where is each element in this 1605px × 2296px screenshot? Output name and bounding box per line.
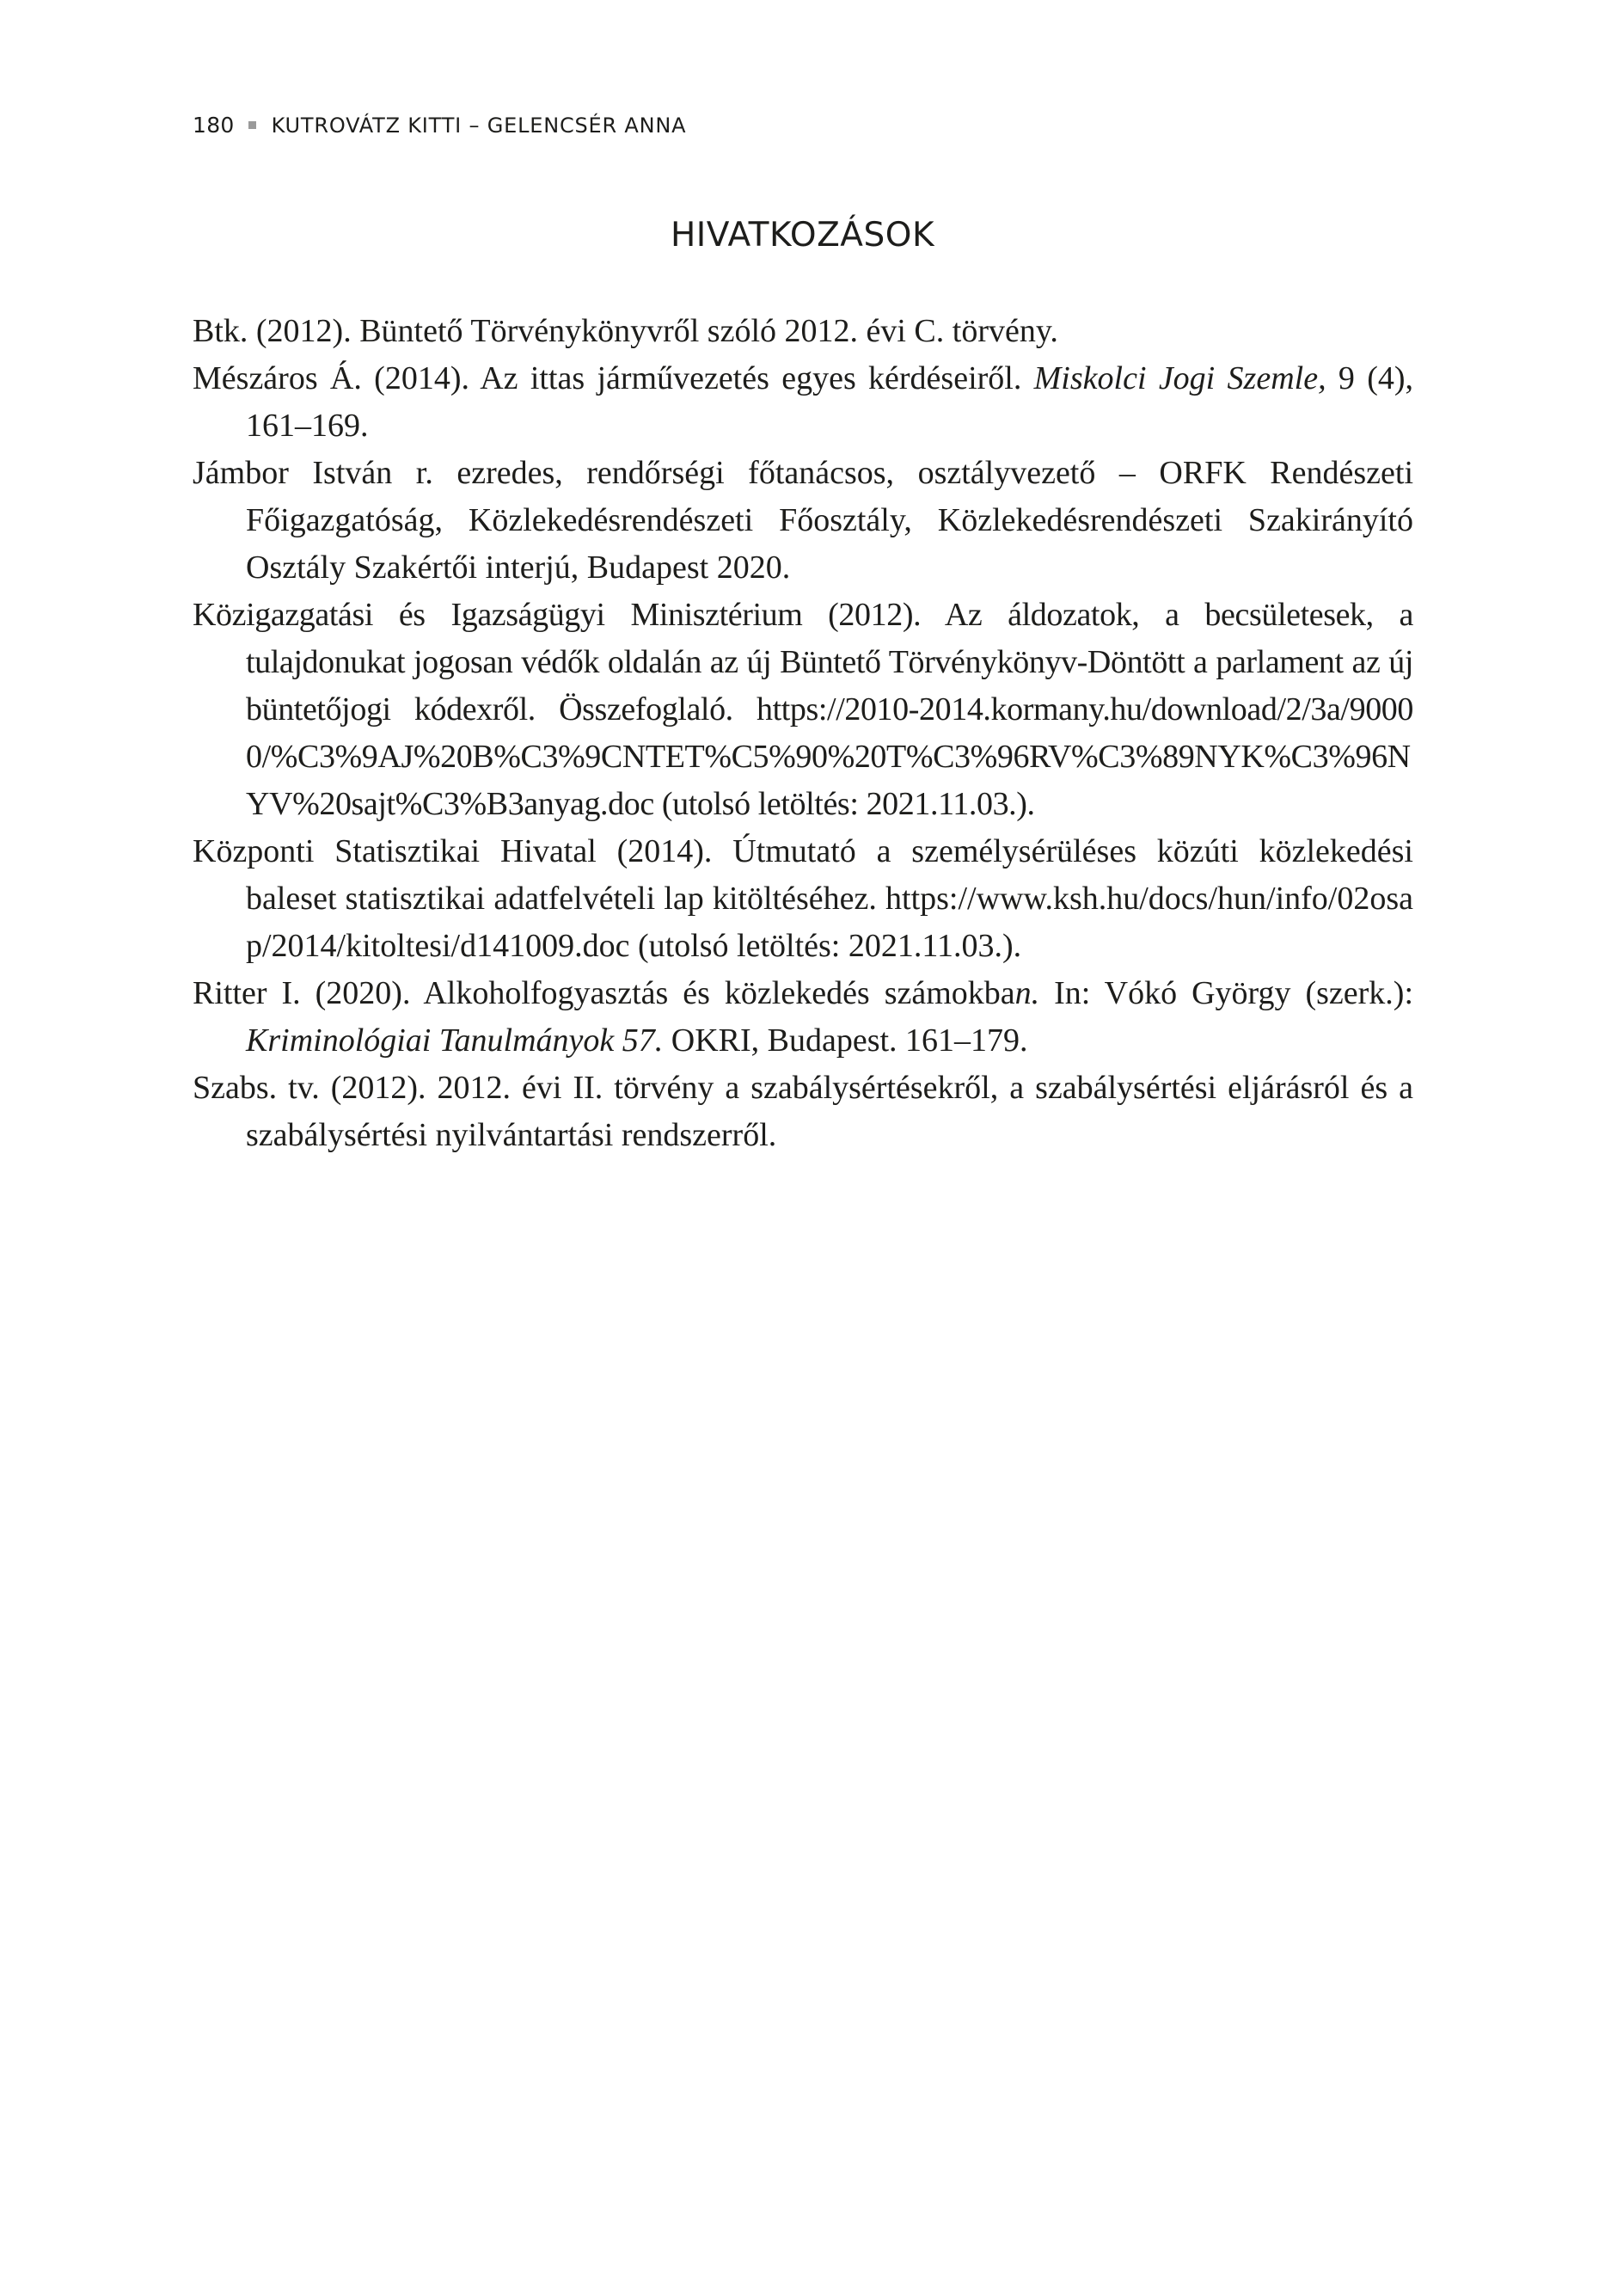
reference-text: (utolsó letöltés: 2021.11.03.). <box>629 928 1022 964</box>
reference-text: Szabs. tv. (2012). 2012. évi II. törvény a szabálysértésekről, a szabálysértési eljárásról és a szabálysértési nyilvántartási rendszerről. <box>193 1070 1413 1153</box>
running-header <box>193 110 686 141</box>
reference-item-ksh <box>193 828 1413 970</box>
header-separator-square <box>248 121 256 129</box>
page-number: 180 <box>193 113 235 138</box>
reference-text: (utolsó letöltés: 2021.11.03.). <box>653 786 1035 822</box>
reference-item-btk <box>193 308 1413 355</box>
reference-text: Ritter I. (2020). Alkoholfogyasztás és közlekedés számokba <box>193 975 1015 1011</box>
reference-text: Jámbor István r. ezredes, rendőrségi főtanácsos, osztályvezető – ORFK Rendészeti Főigazgatóság, Közlekedésrendészeti Főosztály, Közlekedésrendészeti Szakirányító Osztály Szakértői interjú, Budapest 2020. <box>193 455 1413 586</box>
reference-text: OKRI, Budapest. 161–179. <box>663 1022 1028 1059</box>
reference-text: 9 (4), 161–169. <box>246 360 1414 444</box>
reference-text: Btk. (2012). Büntető Törvénykönyvről szóló 2012. évi C. törvény. <box>193 313 1058 349</box>
section-title: HIVATKOZÁSOK <box>670 216 935 255</box>
reference-item-ritter <box>193 970 1413 1065</box>
reference-url-link[interactable]: https://2010-2014.kormany.hu/download/2/3a/90000/%C3%9AJ%20B%C3%9CNTET%C5%90%20T%C3%96RV%C3%89NYK%C3%96NYV%20sajt%C3%B3anyag.doc <box>246 691 1413 822</box>
reference-text: Közigazgatási és Igazságügyi Minisztérium (2012). Az áldozatok, a becsületesek, a tulajdonukat jogosan védők oldalán az új Büntető Törvénykönyv-Döntött a parlament az új büntetőjogi kódexről. Összefoglaló. <box>193 597 1413 727</box>
reference-item-kim <box>193 592 1413 828</box>
reference-text: Mészáros Á. (2014). Az ittas járművezetés egyes kérdéseiről. <box>193 360 1034 396</box>
reference-text: In: Vókó György (szerk.): <box>1039 975 1414 1011</box>
reference-text: Központi Statisztikai Hivatal (2014). Útmutató a személysérüléses közúti közlekedési baleset statisztikai adatfelvételi lap kitöltéséhez. <box>193 833 1413 917</box>
reference-book-title: Kriminológiai Tanulmányok 57. <box>246 1022 664 1059</box>
reference-item-jambor <box>193 450 1413 592</box>
reference-item-meszaros <box>193 355 1413 450</box>
reference-journal-title: Miskolci Jogi Szemle, <box>1033 360 1326 396</box>
header-authors: KUTROVÁTZ KITTI – GELENCSÉR ANNA <box>271 114 687 138</box>
reference-list <box>193 308 1413 1159</box>
reference-url-link[interactable]: https://www.ksh.hu/docs/hun/info/02osap/2014/kitoltesi/d141009.doc <box>246 881 1413 964</box>
reference-item-szabs <box>193 1065 1413 1159</box>
reference-italic-fragment: n. <box>1014 975 1040 1011</box>
